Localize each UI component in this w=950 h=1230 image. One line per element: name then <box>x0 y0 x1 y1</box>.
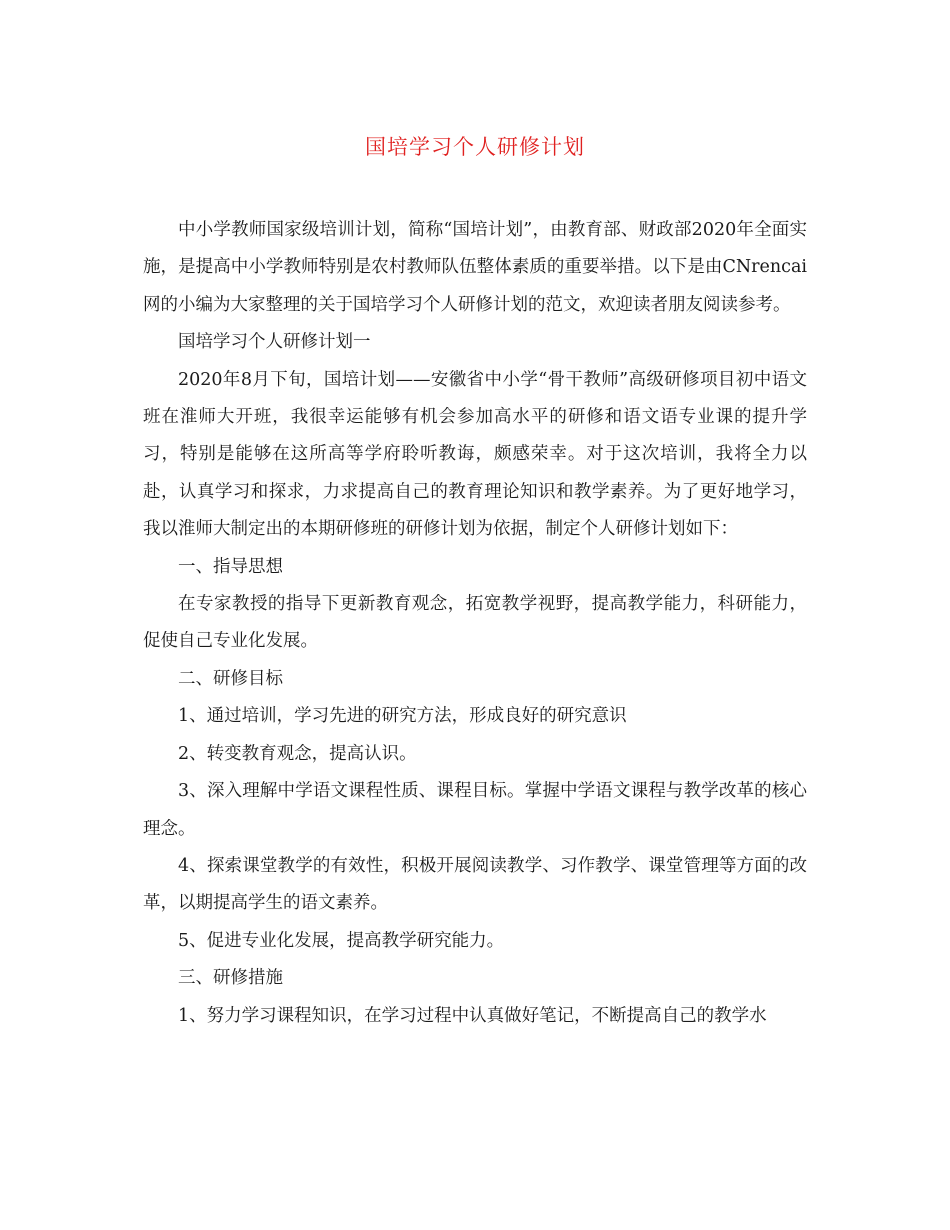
list-item-goal-5: 5、促进专业化发展，提高教学研究能力。 <box>178 930 505 951</box>
paragraph-intro: 中小学教师国家级培训计划，简称“国培计划”，由教育部、财政部2020年全面实施，是提高中小学教师特别是农村教师队伍整体素质的重要举措。以下是由CNrencai网的小编为大家整理的关于国培学习个人研修计划的范文，欢迎读者朋友阅读参考。 <box>143 220 807 315</box>
section-heading-goals: 二、研修目标 <box>178 668 283 689</box>
section-heading-measures: 三、研修措施 <box>178 968 283 989</box>
document-title: 国培学习个人研修计划 <box>365 135 585 159</box>
list-item-goal-1: 1、通过培训，学习先进的研究方法，形成良好的研究意识 <box>178 706 627 727</box>
list-item-goal-2: 2、转变教育观念，提高认识。 <box>178 743 417 764</box>
paragraph-background: 2020年8月下旬，国培计划——安徽省中小学“骨干教师”高级研修项目初中语文班在淮师大开班，我很幸运能够有机会参加高水平的研修和语文语专业课的提升学习，特别是能够在这所高等学府聆听教诲，颇感荣幸。对于这次培训，我将全力以赴，认真学习和探求，力求提高自己的教育理论知识和教学素养。为了更好地学习，我以淮师大制定出的本期研修班的研修计划为依据，制定个人研修计划如下： <box>143 369 807 540</box>
list-item-measure-1: 1、努力学习课程知识，在学习过程中认真做好笔记，不断提高自己的教学水 <box>178 1005 767 1026</box>
document-body <box>143 212 807 1035</box>
paragraph-guiding-thought: 在专家教授的指导下更新教育观念，拓宽教学视野，提高教学能力，科研能力，促使自己专业化发展。 <box>143 594 807 652</box>
list-item-goal-3: 3、深入理解中学语文课程性质、课程目标。掌握中学语文课程与教学改革的核心理念。 <box>143 781 807 839</box>
paragraph-plan-heading: 国培学习个人研修计划一 <box>178 332 371 353</box>
section-heading-guiding-thought: 一、指导思想 <box>178 556 283 577</box>
list-item-goal-4: 4、探索课堂教学的有效性，积极开展阅读教学、习作教学、课堂管理等方面的改革，以期提高学生的语文素养。 <box>143 855 807 914</box>
